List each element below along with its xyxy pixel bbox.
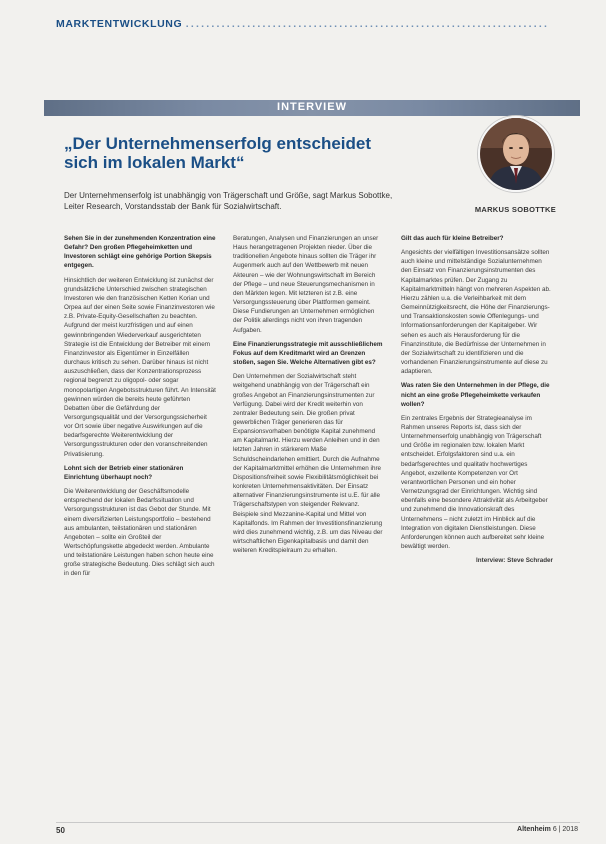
page-number: 50 bbox=[56, 826, 65, 835]
question-paragraph: Gilt das auch für kleine Betreiber? bbox=[401, 235, 504, 242]
magazine-issue bbox=[517, 826, 578, 833]
lead-paragraph: Der Unternehmenserfolg ist unabhängig von Trägerschaft und Größe, sagt Markus Sobottke, Leiter Research, Vorstandsstab der Bank für Sozialwirtschaft. bbox=[64, 191, 393, 211]
answer-paragraph: Die Weiterentwicklung der Geschäftsmodelle entsprechend der lokalen Bedarfssituation und Versorgungsstrukturen ist das Gebot der Stunde. Mit einem diversifizierten Leistungsportfolio – bestehend aus ambulanten, teilstationären und stationären Angeboten – sollte ein Großteil der Wertschöpfungskette abgedeckt werden. Ambulante und teilstationäre Leistungen haben schon heute eine große strategische Bedeutung. Dies schlägt sich auch in den für bbox=[64, 488, 215, 578]
magazine-name: Altenheim bbox=[517, 826, 551, 833]
section-header bbox=[56, 18, 578, 30]
section-title: MARKTENTWICKLUNG bbox=[56, 18, 183, 30]
answer-paragraph: Angesichts der vielfältigen Investitionsansätze sollten auch kleine und mittelständige Sozialunternehmen den Einsatz von Finanzierungsinstrumenten des Kapitalmarktes prüfen. Der Zugang zu Kapitalmarktmitteln hängt von mehreren Aspekten ab. Hierzu zählen u.a. die Verleihbarkeit mit dem Gemeinnützigkeitsrecht, die Höhe der Finanzierungs- und Transaktionskosten sowie Offenlegungs- und Informationsanforderungen der Kapitalgeber. Wir sehen es auch als Herausforderung für die Finanzinstitute, die Bedürfnisse der Unternehmen in der Sozialwirtschaft zu identifizieren und die vorhandenen Finanzierungsinstrumente auf diese zu adaptieren. bbox=[401, 249, 551, 376]
photo-caption: MARKUS SOBOTTKE bbox=[474, 205, 556, 214]
page-title: „Der Unternehmenserfolg entscheidet sich im lokalen Markt“ bbox=[64, 134, 372, 172]
interview-credit: Interview: Steve Schrader bbox=[476, 557, 553, 565]
question-paragraph: Sehen Sie in der zunehmenden Konzentration eine Gefahr? Den großen Pflegeheimketten und Investoren schlägt eine gehörige Portion Skepsis entgegen. bbox=[64, 235, 216, 270]
text-column-2 bbox=[233, 234, 385, 560]
question-paragraph: Was raten Sie den Unternehmen in der Pflege, die nicht an eine große Pflegeheimkette verkaufen wollen? bbox=[401, 382, 550, 408]
issue-number: 6 | 2018 bbox=[552, 826, 578, 833]
answer-paragraph: Hinsichtlich der weiteren Entwicklung ist zunächst der grundsätzliche Unterschied zwischen strategischen Investoren wie den französischen Ketten Korian und Orpea auf der einen Seite sowie Finanzinvestoren wie z.B. Private-Equity-Gesellschaften zu beachten. Aufgrund der meist kurzfristigen und auf einen gewinnbringenden Wiederverkauf ausgerichteten Strategie ist die Entwicklung der Betreiber mit einem Finanzinvestor als Eigentümer in Einzelfällen durchaus kritisch zu sehen. Darüber hinaus ist nicht auszuschließen, dass der Konzentrationsprozess regional begrenzt zu oligopol- oder sogar monopolartigen Angebotsstrukturen führt. An Intensität gewinnen würden die bereits heute geführten Debatten über die Gefährdung der Versorgungsqualität und der Versorgungssicherheit vor Ort sowie über negative Auswirkungen auf die bedarfsgerechte Weiterentwicklung der Versorgungsstrukturen oder den voranschreitenden Privatisierung. bbox=[64, 276, 216, 458]
answer-paragraph: Ein zentrales Ergebnis der Strategieanalyse im Rahmen unseres Reports ist, dass sich der Unternehmenserfolg unabhängig von Trägerschaft und Größe im regionalen bzw. lokalen Markt entscheidet. Erfolgsfaktoren sind u.a. ein bedarfsgerechtes und qualitativ hochwertiges Angebot, exzellente Kompetenzen vor Ort verantwortlichen Personen und ein hoher Vernetzungsgrad der Einrichtungen. Wichtig sind ebenfalls eine besondere Attraktivität als Arbeitgeber und zunehmend die Innovationskraft des Unternehmens – nicht zuletzt im Hinblick auf die Integration von digitalen Dienstleistungen. Diese Anforderungen können auch aufbereitet sehr kleine bewältigt werden. bbox=[401, 414, 548, 550]
answer-paragraph: Den Unternehmen der Sozialwirtschaft steht weitgehend unabhängig von der Trägerschaft ein großes Angebot an Finanzierungsinstrumenten zur Verfügung. Dabei wird der Kredit weiterhin von zentraler Bedeutung sein. Die großen privat gewerblichen Träger generieren das für Expansionsvorhaben benötigte Kapital zunehmend am Kapitalmarkt. Hierzu werden Anleihen und in den letzten Jahren in stärkerem Maße Schuldscheindarlehen emittiert. Durch die Aufnahme der Kapitalmarktmittel erhöhen die Unternehmen ihre Dispositionsfreiheit sowie Flexibilitätsmöglichkeit bei konkreten Unternehmensaktivitäten. Der Einsatz alternativer Finanzierungsinstrumente ist u.E. für alle Trägerschaftstypen von steigender Relevanz. Beispiele sind Mezzanine-Kapital und Mittel von Kapitalfonds. Im Rahmen der Investitionsfinanzierung wird dies zunehmend wichtig, z.B. um das Niveau der wirtschaftlichen Eigenkapitalbasis und damit den weiteren Kreditspielraum zu erhalten. bbox=[233, 373, 383, 555]
text-column-3 bbox=[401, 234, 553, 570]
footer-divider bbox=[56, 822, 580, 823]
section-dots: ....................................................................... bbox=[185, 18, 550, 30]
portrait-photo bbox=[478, 116, 554, 192]
question-paragraph: Eine Finanzierungsstrategie mit ausschließlichem Fokus auf dem Kreditmarkt wird an Grenzen stoßen, sagen Sie. Welche Alternativen gibt es? bbox=[233, 340, 383, 367]
interview-band bbox=[44, 100, 580, 116]
portrait-image bbox=[480, 118, 552, 190]
answer-paragraph: Beratungen, Analysen und Finanzierungen an unser Haus herangetragenen Projekten nieder. Über die traditionellen Angebote hinaus sollten die Träger ihr Augenmerk auch auf den Wettbewerb mit neuen Akteuren – wie der Wohnungswirtschaft im Bereich der Pflege – und neue Steuerungsmechanismen in den Märkten legen. Mit letzteren ist z.B. eine Versorgungssteuerung über Plattformen gemeint. Diese Fundierungen an Unternehmen ermöglichen der Politik allerdings nicht von ihren tragenden Aufgaben. bbox=[233, 235, 379, 334]
question-paragraph: Lohnt sich der Betrieb einer stationären Einrichtung überhaupt noch? bbox=[64, 464, 184, 481]
text-column-1 bbox=[64, 234, 216, 584]
band-label: INTERVIEW bbox=[277, 101, 347, 113]
